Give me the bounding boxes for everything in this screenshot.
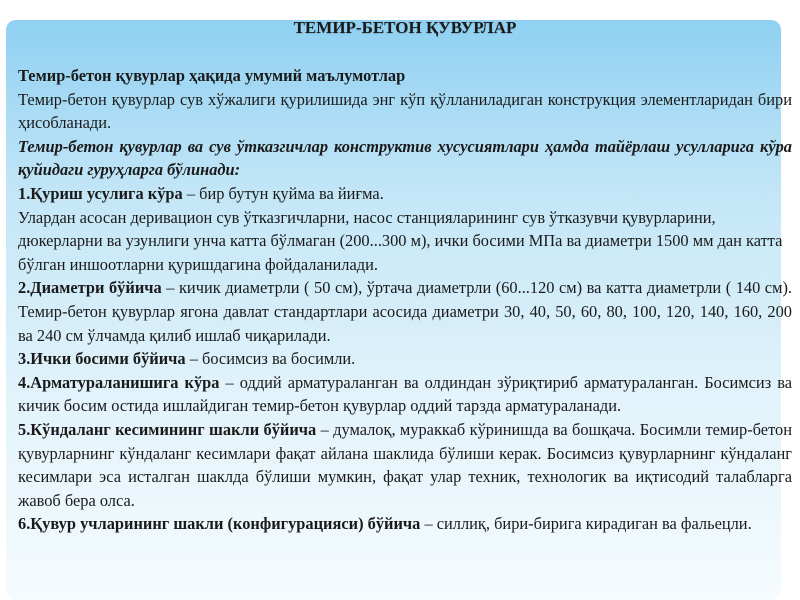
item-label: 3.Ички босими бўйича <box>18 349 186 369</box>
item-label: 2.Диаметри бўйича <box>18 278 162 298</box>
general-text: Темир-бетон қувурлар сув хўжалиги қурилишида энг кўп қўлланиладиган конструкция элементларидан бири ҳисобланади. <box>18 89 792 133</box>
list-item-1-details: Улардан асосан деривацион сув ўтказгичларни, насос станцияларининг сув ўтказувчи қувурларини, дюкерларни ва узунлиги унча катта бўлмаган (200...300 м), ички босими МПа ва диаметри 1500 мм дан катта бўлган иншоотларни қуришдагина фойдаланилади. <box>18 207 783 274</box>
list-item-3 <box>18 347 792 371</box>
item-label: 1.Қуриш усулига кўра <box>18 183 183 203</box>
item-label: 4.Арматураланишига кўра <box>18 372 220 392</box>
item-text: – силлиқ, бири-бирига кирадиган ва фальецли. <box>420 514 752 534</box>
list-item-2 <box>18 276 792 347</box>
classification-heading: Темир-бетон қувурлар ва сув ўтказгичлар конструктив хусусиятлари ҳамда тайёрлаш усулларига кўра қуйидаги гуруҳларга бўлинади: <box>18 136 792 180</box>
item-text: – думалоқ, мураккаб кўринишда ва бошқача. Босимли темир-бетон қувурларнинг кўндаланг кесимлари фақат айлана шаклида бўлиши керак. Босимсиз қувурларнинг кўндаланг кесимлари эса исталган шаклда бўлиши мумкин, фақат улар техник, технологик ва иқтисодий талабларга жавоб бера олса. <box>18 419 792 510</box>
item-text: – бир бутун қуйма ва йиғма. <box>182 183 384 203</box>
item-text: – кичик диаметрли ( 50 см), ўртача диаметрли (60...120 см) ва катта диаметрли ( 140 см). Темир-бетон қувурлар ягона давлат стандартлари асосида диаметри 30, 40, 50, 60, 80, 100, 120, 140, 160, 200 ва 240 см ўлчамда қилиб ишлаб чиқарилади. <box>18 278 793 345</box>
list-item-4 <box>18 371 792 418</box>
item-label: 5.Кўндаланг кесимининг шакли бўйича <box>18 419 317 439</box>
slide-content <box>18 14 792 536</box>
list-item-6 <box>18 512 792 536</box>
general-heading: Темир-бетон қувурлар ҳақида умумий маълумотлар <box>18 66 406 85</box>
page-title: ТЕМИР-БЕТОН ҚУВУРЛАР <box>293 18 517 37</box>
item-text: – босимсиз ва босимли. <box>185 349 356 369</box>
item-label: 6.Қувур учларининг шакли (конфигурацияси) бўйича <box>18 514 421 534</box>
list-item-5 <box>18 418 792 512</box>
item-text: – оддий арматураланган ва олдиндан зўриқтириб арматураланган. Босимсиз ва кичик босим остида ишлайдиган темир-бетон қувурлар оддий тарзда арматураланади. <box>18 372 792 416</box>
list-item-1 <box>18 182 792 206</box>
